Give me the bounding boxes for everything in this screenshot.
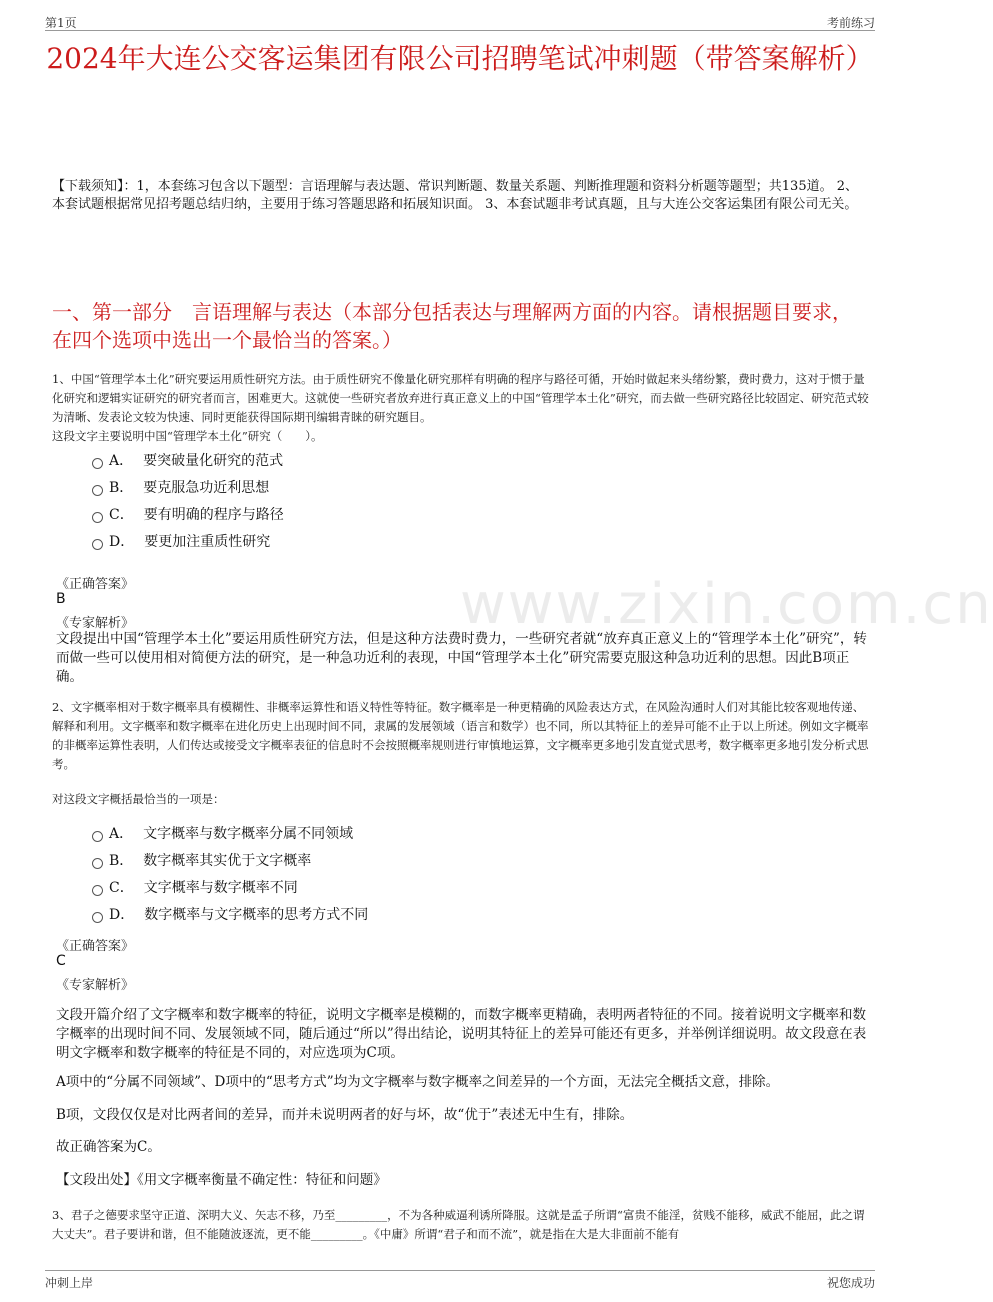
q2-option-b[interactable]: B． 数字概率其实优于文字概率 [92, 847, 860, 874]
q1-option-a[interactable]: A． 要突破量化研究的范式 [92, 447, 860, 474]
radio-icon[interactable] [92, 512, 103, 523]
q2-analysis-p4: 故正确答案为C。 [56, 1139, 161, 1155]
q2-analysis-p1: 文段开篇介绍了文字概率和数字概率的特征，说明文字概率是模糊的，而数字概率更精确，表明两者特征的不同。接着说明文字概率和数字概率的出现时间不同、发展领域不同，随后通过“所以”得出结论，说明其特征上的差异可能还有更多，并举例详细说明。故文段意在表明文字概率和数字概率的特征是不同的，对应选项为C项。 [56, 1007, 867, 1061]
q1-analysis: 文段提出中国“管理学本土化”要运用质性研究方法，但是这种方法费时费力，一些研究者就“放弃真正意义上的“管理学本土化”研究”，转而做一些可以使用相对简便方法的研究，是一种急功近利的表现，中国“管理学本土化”研究需要克服这种急功近利的思想。因此B项正确。 [56, 631, 867, 685]
q2-stem: 2、文字概率相对于数字概率具有模糊性、非概率运算性和语义特性等特征。数字概率是一种更精确的风险表达方式，在风险沟通时人们对其能比较客观地传递、解释和利用。文字概率和数字概率在进化历史上出现时间不同，隶属的发展领域（语言和数学）也不同，所以其特征上的差异可能不止于以上所述。例如文字概率的非概率运算性表明，人们传达或接受文字概率表征的信息时不会按照概率规则进行审慎地运算，文字概率更多地引发直觉式思考，数字概率更多地引发分析式思考。 [52, 700, 869, 771]
section-heading: 一、第一部分 言语理解与表达（本部分包括表达与理解两方面的内容。请根据题目要求，在四个选项中选出一个最恰当的答案。） [52, 300, 852, 352]
q2-option-a[interactable]: A． 文字概率与数字概率分属不同领域 [92, 820, 860, 847]
q2-analysis-p2: A项中的“分属不同领域”、D项中的“思考方式”均为文字概率与数字概率之间差异的一个方面，无法完全概括文意，排除。 [56, 1074, 780, 1090]
radio-icon[interactable] [92, 539, 103, 550]
q3-stem: 3、君子之德要求坚守正道、深明大义、矢志不移，乃至_________，不为各种威逼利诱所降服。这就是孟子所谓“富贵不能淫，贫贱不能移，威武不能屈，此之谓大丈夫”。君子要讲和谐，但不能随波逐流，更不能_________。《中庸》所谓“君子和而不流”，就是指在大是大非面前不能有 [52, 1208, 865, 1241]
footer-left: 冲刺上岸 [45, 1276, 94, 1290]
q1-option-c[interactable]: C． 要有明确的程序与路径 [92, 501, 860, 528]
radio-icon[interactable] [92, 458, 103, 469]
radio-icon[interactable] [92, 912, 103, 923]
q1-prompt: 这段文字主要说明中国“管理学本土化”研究（ ）。 [52, 429, 323, 443]
radio-icon[interactable] [92, 831, 103, 842]
q2-answer-label: 《正确答案》 [56, 939, 135, 954]
q1-options [92, 447, 860, 555]
document-title: 2024年大连公交客运集团有限公司招聘笔试冲刺题（带答案解析） [46, 42, 874, 75]
page-footer [45, 1270, 875, 1293]
q1-answer-label: 《正确答案》 [56, 577, 135, 592]
q2-analysis-p3: B项，文段仅仅是对比两者间的差异，而并未说明两者的好与坏，故“优于”表述无中生有，排除。 [56, 1107, 634, 1123]
watermark: www.zixin.com.cn [460, 572, 993, 637]
q1-answer: B [56, 591, 66, 607]
q2-source: 【文段出处】《用文字概率衡量不确定性：特征和问题》 [56, 1172, 387, 1188]
radio-icon[interactable] [92, 885, 103, 896]
q2-answer: C [56, 953, 66, 969]
q2-option-c[interactable]: C． 文字概率与数字概率不同 [92, 874, 860, 901]
q2-analysis-label: 《专家解析》 [56, 978, 135, 993]
q1-option-b[interactable]: B． 要克服急功近利思想 [92, 474, 860, 501]
q1-option-d[interactable]: D． 要更加注重质性研究 [92, 528, 860, 555]
q2-prompt: 对这段文字概括最恰当的一项是： [52, 792, 225, 806]
page-number: 第1页 [45, 16, 77, 30]
page-header [45, 12, 875, 31]
radio-icon[interactable] [92, 485, 103, 496]
q1-stem: 1、中国“管理学本土化”研究要运用质性研究方法。由于质性研究不像量化研究那样有明确的程序与路径可循，开始时做起来头绪纷繁，费时费力，这对于惯于量化研究和逻辑实证研究的研究者而言，困难更大。这就使一些研究者放弃进行真正意义上的中国“管理学本土化”研究，而去做一些研究路径比较固定、研究范式较为清晰、发表论文较为快速、同时更能获得国际期刊编辑青睐的研究题目。 [52, 372, 869, 424]
q2-options [92, 820, 860, 928]
header-tag: 考前练习 [826, 16, 875, 30]
download-notice: 【下载须知】：1，本套练习包含以下题型：言语理解与表达题、常识判断题、数量关系题、判断推理题和资料分析题等题型；共135道。 2、本套试题根据常见招考题总结归纳，主要用于练习答题思路和拓展知识面。 3、本套试题非考试真题，且与大连公交客运集团有限公司无关。 [52, 179, 858, 212]
q1-analysis-label: 《专家解析》 [56, 616, 135, 631]
q2-option-d[interactable]: D． 数字概率与文字概率的思考方式不同 [92, 901, 860, 928]
footer-right: 祝您成功 [826, 1276, 875, 1290]
radio-icon[interactable] [92, 858, 103, 869]
